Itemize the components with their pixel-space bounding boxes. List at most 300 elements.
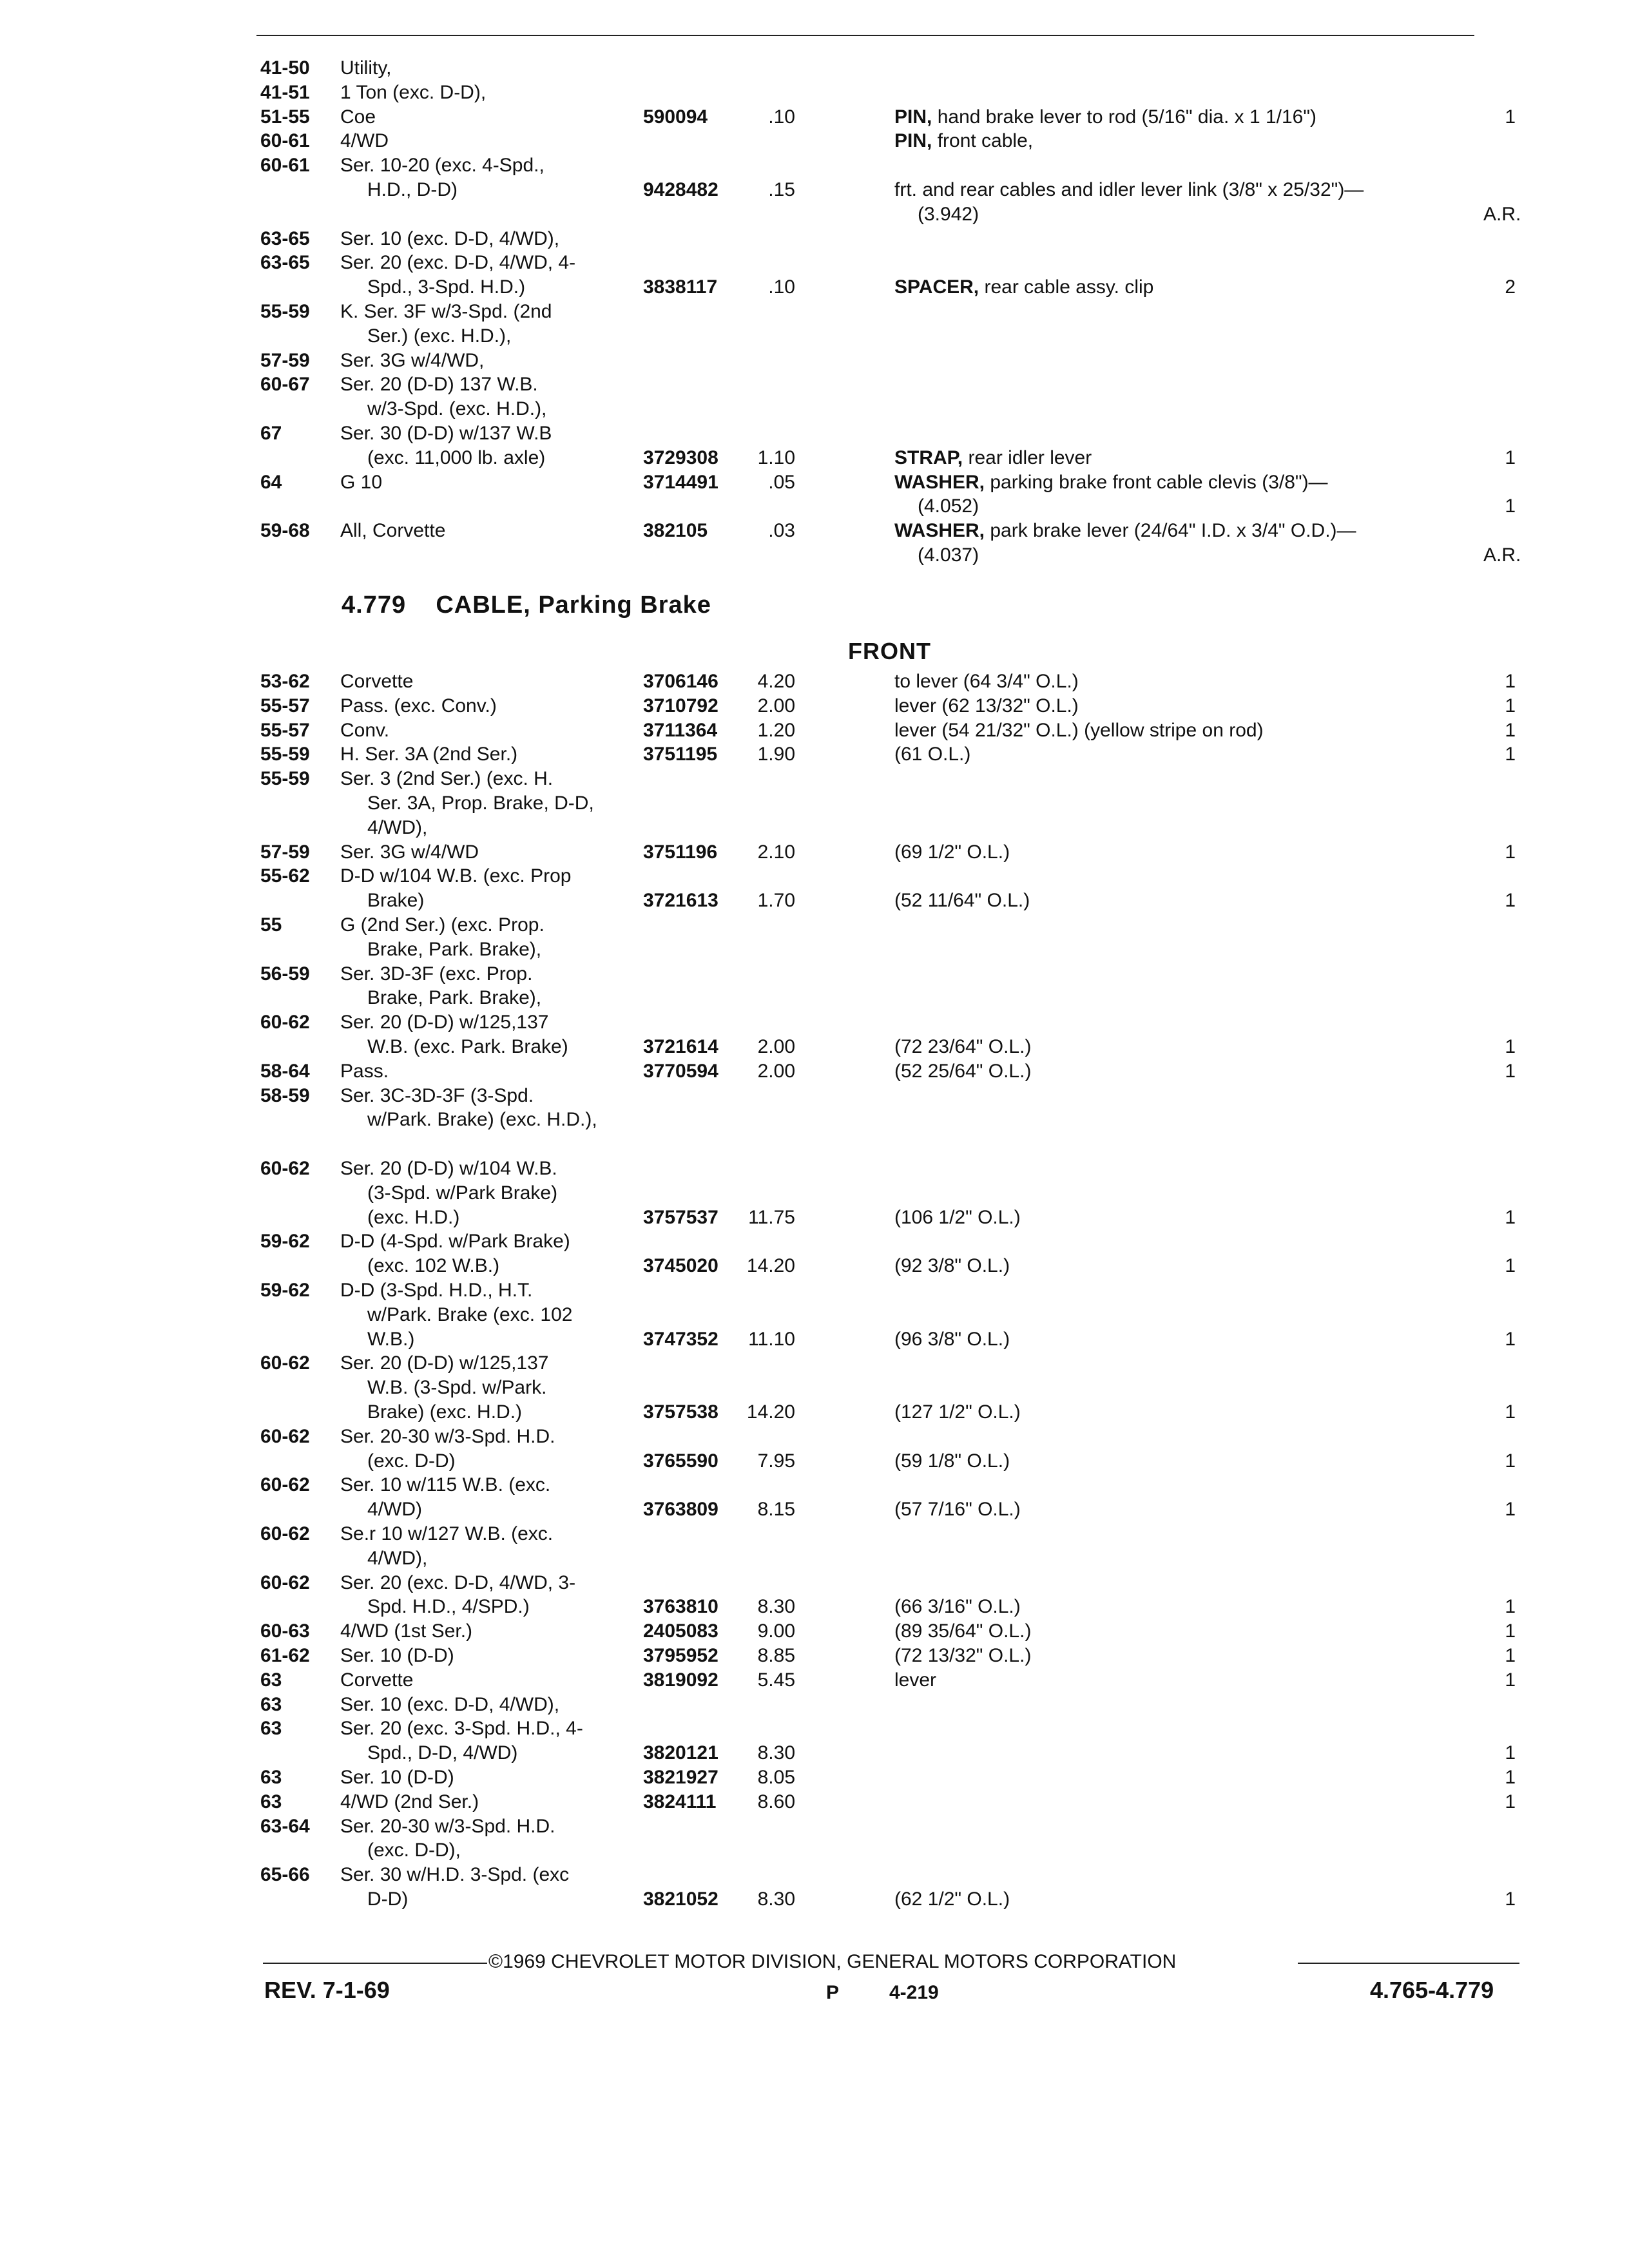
parts-row <box>260 841 1518 864</box>
model-application: Brake) (exc. H.D.) <box>367 1401 523 1423</box>
model-application: 4/WD (1st Ser.) <box>340 1620 473 1642</box>
parts-row <box>260 816 1518 840</box>
model-years: 65-66 <box>260 1864 310 1886</box>
model-application: (exc. D-D) <box>367 1450 456 1472</box>
price: 8.05 <box>757 1767 795 1788</box>
part-number: 3747352 <box>643 1328 718 1350</box>
model-years: 55-59 <box>260 744 310 765</box>
section-range: 4.765-4.779 <box>1370 1977 1494 2003</box>
part-detail: parking brake front cable clevis (3/8")— <box>985 471 1328 493</box>
part-detail: (4.037) <box>918 544 979 566</box>
copyright: ©1969 CHEVROLET MOTOR DIVISION, GENERAL MOTORS CORPORATION <box>488 1951 1177 1972</box>
parts-row <box>260 1182 1518 1205</box>
parts-row <box>260 767 1518 791</box>
model-years: 53-62 <box>260 671 310 692</box>
model-application: Ser. 3A, Prop. Brake, D-D, <box>367 793 594 814</box>
part-number: 3765590 <box>643 1450 718 1472</box>
parts-row <box>260 743 1518 766</box>
quantity: 1 <box>1505 1742 1516 1764</box>
model-application: Ser. 20 (exc. 3-Spd. H.D., 4- <box>340 1718 583 1740</box>
part-number: 3820121 <box>643 1742 718 1764</box>
quantity: 1 <box>1505 1620 1516 1642</box>
part-description <box>894 1595 1021 1619</box>
model-years: 60-61 <box>260 130 310 152</box>
model-years: 60-62 <box>260 1425 310 1447</box>
quantity: 1 <box>1505 1499 1516 1521</box>
part-number: 2405083 <box>643 1620 718 1642</box>
price: 14.20 <box>746 1401 795 1423</box>
part-number: 3795952 <box>643 1645 718 1666</box>
price: .05 <box>768 471 795 493</box>
part-name: PIN, <box>894 130 932 152</box>
section-title: CABLE, Parking Brake <box>436 591 711 619</box>
parts-row <box>260 349 1518 372</box>
part-description <box>894 106 1316 129</box>
part-description <box>894 743 970 766</box>
parts-row <box>260 544 1521 567</box>
model-application: 4/WD (2nd Ser.) <box>340 1791 479 1812</box>
model-years: 63-65 <box>260 252 310 274</box>
quantity: 1 <box>1505 841 1516 863</box>
parts-row <box>260 398 1518 421</box>
part-number: 382105 <box>643 520 708 542</box>
parts-row <box>260 1644 1518 1667</box>
part-name: STRAP, <box>894 447 963 468</box>
parts-row <box>260 1547 1518 1570</box>
parts-row <box>260 1863 1518 1887</box>
model-application: Ser. 3G w/4/WD, <box>340 349 485 371</box>
model-years: 55-62 <box>260 865 310 887</box>
quantity: 1 <box>1505 890 1516 912</box>
price: 5.45 <box>757 1669 795 1691</box>
parts-row <box>260 1498 1518 1521</box>
model-application: Ser. 3C-3D-3F (3-Spd. <box>340 1084 534 1106</box>
part-number: 3751195 <box>643 744 718 765</box>
model-application: Ser. 3D-3F (exc. Prop. <box>340 963 533 985</box>
part-description <box>894 1644 1031 1667</box>
parts-row <box>260 1230 1518 1253</box>
model-years: 55-57 <box>260 719 310 741</box>
quantity: 2 <box>1505 276 1516 298</box>
part-detail: to lever (64 3/4" O.L.) <box>894 671 1079 692</box>
quantity: 1 <box>1505 447 1516 468</box>
model-years: 63 <box>260 1718 282 1740</box>
parts-row <box>260 938 1518 961</box>
model-years: 57-59 <box>260 349 310 371</box>
model-application: G 10 <box>340 471 383 493</box>
parts-row <box>260 106 1518 129</box>
part-number: 3821052 <box>643 1888 718 1910</box>
part-detail: rear idler lever <box>963 447 1092 468</box>
quantity: 1 <box>1505 1669 1516 1691</box>
model-years: 60-67 <box>260 374 310 396</box>
parts-row <box>260 1571 1518 1595</box>
parts-row <box>260 203 1521 226</box>
parts-row <box>260 1620 1518 1643</box>
model-years: 55-57 <box>260 695 310 716</box>
model-application: D-D (4-Spd. w/Park Brake) <box>340 1231 570 1253</box>
model-application: Ser. 20 (exc. D-D, 4/WD, 3- <box>340 1571 576 1593</box>
price: 4.20 <box>757 671 795 692</box>
quantity: 1 <box>1505 1791 1516 1812</box>
model-application: Ser. 20 (D-D) 137 W.B. <box>340 374 538 396</box>
price: 8.30 <box>757 1742 795 1764</box>
model-application: H. Ser. 3A (2nd Ser.) <box>340 744 518 765</box>
model-application: D-D (3-Spd. H.D., H.T. <box>340 1280 533 1301</box>
price: 1.10 <box>757 447 795 468</box>
model-application: Spd., 3-Spd. H.D.) <box>367 276 526 298</box>
part-description <box>894 1206 1021 1229</box>
part-detail: (61 O.L.) <box>894 744 971 765</box>
part-description <box>918 544 979 567</box>
part-detail: (96 3/8" O.L.) <box>894 1328 1010 1350</box>
parts-row <box>260 914 1518 937</box>
parts-row <box>260 178 1518 202</box>
part-description <box>894 1035 1031 1059</box>
model-years: 55-59 <box>260 768 310 790</box>
price: 1.20 <box>757 719 795 741</box>
section-number: 4.779 <box>342 591 407 619</box>
model-years: 61-62 <box>260 1645 310 1666</box>
parts-row <box>260 373 1518 396</box>
model-years: 56-59 <box>260 963 310 985</box>
price: 8.15 <box>757 1499 795 1521</box>
part-description <box>894 1060 1031 1083</box>
parts-row <box>260 792 1518 815</box>
part-detail: (52 25/64" O.L.) <box>894 1060 1032 1082</box>
part-detail: (127 1/2" O.L.) <box>894 1401 1021 1423</box>
part-detail: (106 1/2" O.L.) <box>894 1206 1021 1228</box>
parts-row <box>260 57 1518 80</box>
quantity: 1 <box>1505 671 1516 692</box>
part-name: WASHER, <box>894 520 985 542</box>
model-years: 63 <box>260 1669 282 1691</box>
part-description <box>918 495 979 518</box>
part-number: 3714491 <box>643 471 718 493</box>
part-number: 3710792 <box>643 695 718 716</box>
model-application: Ser.) (exc. H.D.), <box>367 325 512 347</box>
price: 11.75 <box>748 1206 795 1228</box>
parts-row <box>260 1595 1518 1619</box>
part-number: 3721614 <box>643 1036 718 1057</box>
part-number: 9428482 <box>643 179 718 200</box>
parts-row <box>260 1352 1518 1375</box>
part-number: 3751196 <box>643 841 718 863</box>
quantity: 1 <box>1505 1255 1516 1277</box>
model-application: Coe <box>340 106 376 128</box>
model-application: (exc. 11,000 lb. axle) <box>367 447 546 468</box>
model-years: 59-68 <box>260 520 310 542</box>
model-years: 59-62 <box>260 1231 310 1253</box>
parts-row <box>260 1376 1518 1399</box>
model-years: 41-51 <box>260 81 310 103</box>
model-application: All, Corvette <box>340 520 446 542</box>
price: .10 <box>768 106 795 128</box>
parts-row <box>260 1303 1518 1327</box>
model-application: (exc. D-D), <box>367 1840 461 1861</box>
part-detail: (72 13/32" O.L.) <box>894 1645 1032 1666</box>
parts-row <box>260 495 1518 518</box>
parts-row <box>260 130 1518 153</box>
quantity: 1 <box>1505 1596 1516 1618</box>
part-number: 3819092 <box>643 1669 718 1691</box>
parts-row <box>260 1279 1518 1302</box>
part-number: 3757537 <box>643 1206 718 1228</box>
quantity: 1 <box>1505 106 1516 128</box>
model-application: Ser. 20 (D-D) w/125,137 <box>340 1352 549 1374</box>
model-application: Pass. (exc. Conv.) <box>340 695 497 716</box>
parts-row <box>260 889 1518 912</box>
model-application: Ser. 20-30 w/3-Spd. H.D. <box>340 1425 555 1447</box>
model-application: 4/WD <box>340 130 389 152</box>
model-application: Ser. 10-20 (exc. 4-Spd., <box>340 155 545 177</box>
model-application: w/3-Spd. (exc. H.D.), <box>367 398 547 420</box>
model-years: 55 <box>260 914 282 936</box>
part-detail: lever (54 21/32" O.L.) (yellow stripe on rod) <box>894 719 1264 741</box>
price: .15 <box>768 179 795 200</box>
price: 9.00 <box>757 1620 795 1642</box>
price: 8.85 <box>757 1645 795 1666</box>
part-detail: hand brake lever to rod (5/16" dia. x 1 1/16") <box>932 106 1317 128</box>
quantity: 1 <box>1505 744 1516 765</box>
price: 7.95 <box>757 1450 795 1472</box>
part-description <box>894 841 1010 864</box>
quantity: 1 <box>1505 1645 1516 1666</box>
parts-row <box>260 670 1518 693</box>
model-application: w/Park. Brake (exc. 102 <box>367 1303 573 1325</box>
model-application: D-D) <box>367 1888 409 1910</box>
part-number: 3763810 <box>643 1596 718 1618</box>
quantity: 1 <box>1505 1036 1516 1057</box>
parts-row <box>260 1815 1518 1838</box>
part-name: SPACER, <box>894 276 979 298</box>
quantity: 1 <box>1505 695 1516 716</box>
parts-row <box>260 325 1518 348</box>
part-description <box>894 1888 1010 1911</box>
model-application: Ser. 30 w/H.D. 3-Spd. (exc <box>340 1864 570 1886</box>
part-name: PIN, <box>894 106 932 128</box>
part-description <box>894 276 1153 299</box>
part-description <box>894 1450 1010 1473</box>
footer-rule-left <box>263 1963 487 1964</box>
price: 2.10 <box>757 841 795 863</box>
price: 2.00 <box>757 1036 795 1057</box>
parts-row <box>260 1742 1518 1765</box>
parts-row <box>260 1839 1518 1862</box>
model-years: 60-62 <box>260 1158 310 1179</box>
part-description <box>894 670 1079 693</box>
model-application: Ser. 10 (exc. D-D, 4/WD), <box>340 1693 560 1715</box>
price: 8.30 <box>757 1596 795 1618</box>
model-application: Utility, <box>340 57 392 79</box>
parts-row <box>260 422 1518 445</box>
part-number: 3757538 <box>643 1401 718 1423</box>
parts-row <box>260 519 1518 543</box>
model-application: K. Ser. 3F w/3-Spd. (2nd <box>340 301 552 322</box>
part-number: 3821927 <box>643 1767 718 1788</box>
model-application: Ser. 3 (2nd Ser.) (exc. H. <box>340 768 554 790</box>
model-application: Ser. 20 (D-D) w/125,137 <box>340 1012 549 1033</box>
parts-row <box>260 227 1518 251</box>
model-application: Ser. 10 (D-D) <box>340 1767 454 1788</box>
part-detail: (66 3/16" O.L.) <box>894 1596 1021 1618</box>
model-application: Corvette <box>340 671 414 692</box>
quantity: A.R. <box>1483 203 1521 225</box>
part-description <box>918 203 979 226</box>
quantity: 1 <box>1505 1206 1516 1228</box>
price: 2.00 <box>757 1060 795 1082</box>
parts-row <box>260 1011 1518 1034</box>
model-application: (exc. 102 W.B.) <box>367 1255 500 1277</box>
model-application: Ser. 30 (D-D) w/137 W.B <box>340 423 552 444</box>
model-application: Ser. 10 (D-D) <box>340 1645 454 1666</box>
top-rule <box>256 35 1474 36</box>
part-description <box>894 719 1264 742</box>
page-prefix: P <box>826 1982 840 2003</box>
model-application: H.D., D-D) <box>367 179 458 200</box>
part-detail: (92 3/8" O.L.) <box>894 1255 1010 1277</box>
model-application: 1 Ton (exc. D-D), <box>340 81 487 103</box>
quantity: 1 <box>1505 1401 1516 1423</box>
parts-row <box>260 1669 1518 1692</box>
model-years: 57-59 <box>260 841 310 863</box>
model-application: Se.r 10 w/127 W.B. (exc. <box>340 1523 554 1544</box>
model-years: 63 <box>260 1693 282 1715</box>
model-years: 63 <box>260 1767 282 1788</box>
quantity: 1 <box>1505 495 1516 517</box>
part-description <box>894 1498 1021 1521</box>
price: 8.30 <box>757 1888 795 1910</box>
model-years: 60-62 <box>260 1523 310 1544</box>
part-description <box>894 130 1033 153</box>
model-years: 67 <box>260 423 282 444</box>
model-years: 60-62 <box>260 1012 310 1033</box>
part-description <box>894 889 1030 912</box>
parts-row <box>260 963 1518 986</box>
revision-date: REV. 7-1-69 <box>264 1977 390 2003</box>
part-detail: park brake lever (24/64" I.D. x 3/4" O.D.)— <box>985 520 1356 542</box>
model-application: Ser. 10 w/115 W.B. (exc. <box>340 1474 551 1496</box>
model-years: 60-63 <box>260 1620 310 1642</box>
price: 11.10 <box>748 1328 795 1350</box>
quantity: 1 <box>1505 719 1516 741</box>
part-description <box>894 178 1364 202</box>
part-name: WASHER, <box>894 471 985 493</box>
part-detail: (3.942) <box>918 203 979 225</box>
quantity: 1 <box>1505 1450 1516 1472</box>
model-application: Ser. 20 (exc. D-D, 4/WD, 4- <box>340 252 576 274</box>
part-detail: (69 1/2" O.L.) <box>894 841 1010 863</box>
part-number: 3721613 <box>643 890 718 912</box>
price: 1.90 <box>757 744 795 765</box>
parts-row <box>260 1206 1518 1229</box>
part-description <box>894 519 1356 543</box>
model-application: w/Park. Brake) (exc. H.D.), <box>367 1109 597 1131</box>
parts-row <box>260 1425 1518 1448</box>
model-years: 58-64 <box>260 1060 310 1082</box>
part-description <box>894 1669 936 1692</box>
parts-row <box>260 1474 1518 1497</box>
part-detail: (57 7/16" O.L.) <box>894 1499 1021 1521</box>
model-application: 4/WD), <box>367 816 428 838</box>
parts-row <box>260 1254 1518 1278</box>
model-application: W.B. (exc. Park. Brake) <box>367 1036 568 1057</box>
parts-row <box>260 251 1518 274</box>
model-years: 64 <box>260 471 282 493</box>
model-years: 60-62 <box>260 1474 310 1496</box>
model-application: Conv. <box>340 719 390 741</box>
model-application: 4/WD) <box>367 1499 422 1521</box>
part-description <box>894 1328 1010 1351</box>
part-description <box>894 471 1328 494</box>
model-application: Ser. 3G w/4/WD <box>340 841 479 863</box>
part-number: 3745020 <box>643 1255 718 1277</box>
parts-row <box>260 447 1518 470</box>
parts-row <box>260 1328 1518 1351</box>
model-years: 63 <box>260 1791 282 1812</box>
part-detail: (59 1/8" O.L.) <box>894 1450 1010 1472</box>
model-years: 58-59 <box>260 1084 310 1106</box>
part-detail: frt. and rear cables and idler lever link (3/8" x 25/32")— <box>894 179 1364 200</box>
parts-row <box>260 1450 1518 1473</box>
price: 8.60 <box>757 1791 795 1812</box>
quantity: 1 <box>1505 1767 1516 1788</box>
model-application: Ser. 20 (D-D) w/104 W.B. <box>340 1158 557 1179</box>
section-heading <box>342 591 711 619</box>
model-application: (3-Spd. w/Park Brake) <box>367 1182 558 1204</box>
model-years: 63-65 <box>260 227 310 249</box>
part-detail: (72 23/64" O.L.) <box>894 1036 1032 1057</box>
price: .10 <box>768 276 795 298</box>
part-number: 3729308 <box>643 447 718 468</box>
parts-row <box>260 695 1518 718</box>
part-detail: (52 11/64" O.L.) <box>894 890 1030 912</box>
model-application: Brake, Park. Brake), <box>367 987 542 1009</box>
parts-row <box>260 1035 1518 1059</box>
model-application: Brake, Park. Brake), <box>367 938 542 960</box>
model-years: 60-62 <box>260 1571 310 1593</box>
part-description <box>894 1401 1021 1424</box>
part-detail: (4.052) <box>918 495 979 517</box>
parts-row <box>260 1401 1518 1424</box>
parts-row <box>260 300 1518 323</box>
parts-row <box>260 1060 1518 1083</box>
page-number: 4-219 <box>889 1982 939 2003</box>
model-application: Pass. <box>340 1060 389 1082</box>
part-number: 3763809 <box>643 1499 718 1521</box>
model-application: Ser. 20-30 w/3-Spd. H.D. <box>340 1815 555 1837</box>
quantity: A.R. <box>1483 544 1521 566</box>
model-years: 41-50 <box>260 57 310 79</box>
model-application: Ser. 10 (exc. D-D, 4/WD), <box>340 227 560 249</box>
model-years: 63-64 <box>260 1815 310 1837</box>
parts-row <box>260 865 1518 888</box>
model-years: 60-62 <box>260 1352 310 1374</box>
model-years: 55-59 <box>260 301 310 322</box>
parts-row <box>260 1157 1518 1180</box>
model-application: Spd., D-D, 4/WD) <box>367 1742 518 1764</box>
model-application: 4/WD), <box>367 1547 428 1569</box>
part-detail: (89 35/64" O.L.) <box>894 1620 1032 1642</box>
parts-row <box>260 1523 1518 1546</box>
quantity: 1 <box>1505 1060 1516 1082</box>
parts-row <box>260 1791 1518 1814</box>
part-description <box>894 1254 1010 1278</box>
quantity: 1 <box>1505 1328 1516 1350</box>
model-application: D-D w/104 W.B. (exc. Prop <box>340 865 572 887</box>
parts-row <box>260 719 1518 742</box>
subheading-front: FRONT <box>848 638 931 664</box>
